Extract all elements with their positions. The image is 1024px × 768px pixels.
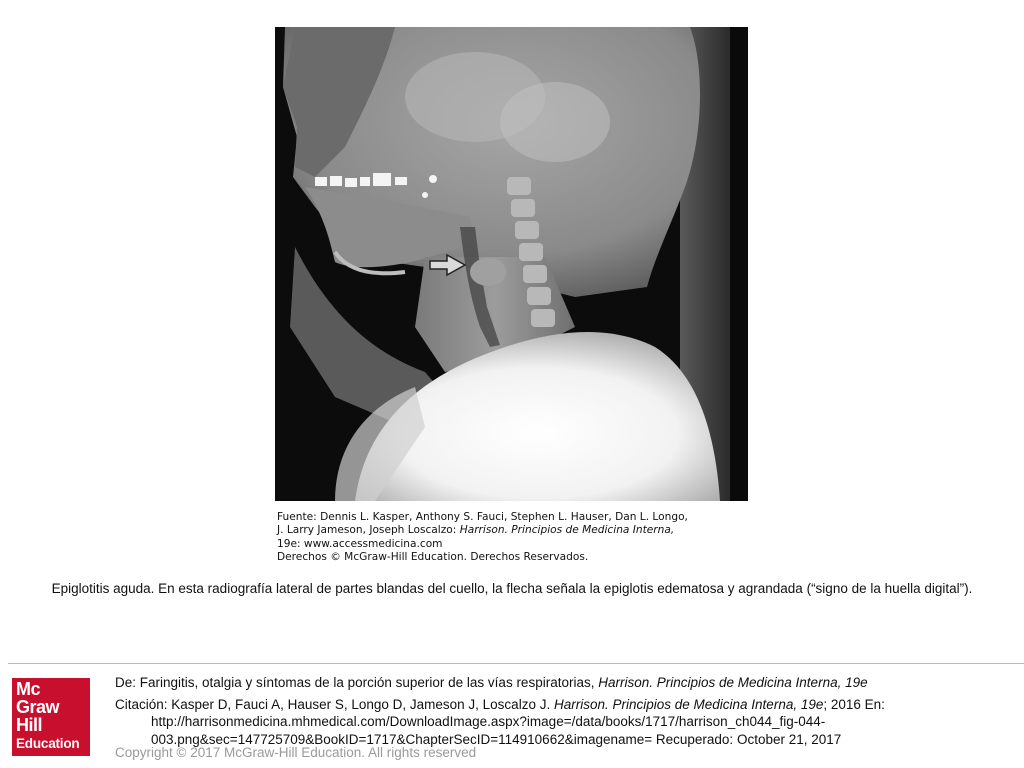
citation-line <box>115 696 1005 749</box>
source-line-1: Fuente: Dennis L. Kasper, Anthony S. Fauci, Stephen L. Hauser, Dan L. Longo, <box>277 511 688 523</box>
logo-education: Education <box>16 736 80 751</box>
source-line-3: 19e: www.accessmedicina.com <box>277 537 443 550</box>
citation-block <box>115 674 1005 752</box>
image-source-credit <box>275 501 748 563</box>
logo-graw: Graw <box>16 697 60 717</box>
copyright-notice: Copyright © 2017 McGraw-Hill Education. All rights reserved <box>115 745 477 760</box>
xray-image <box>275 27 748 501</box>
source-line-4: Derechos © McGraw-Hill Education. Derechos Reservados. <box>277 551 589 564</box>
logo-hill: Hill <box>16 715 43 735</box>
citation-authors: Citación: Kasper D, Fauci A, Hauser S, Longo D, Jameson J, Loscalzo J <box>115 696 547 712</box>
from-line <box>115 674 1005 692</box>
source-line-2 <box>277 524 748 537</box>
logo-mc: Mc <box>16 679 41 699</box>
figure <box>275 27 748 563</box>
citation-book: Harrison. Principios de Medicina Interna, 19e <box>553 696 824 712</box>
figure-caption: Epiglotitis aguda. En esta radiografía lateral de partes blandas del cuello, la flecha señala la epiglotis edematosa y agrandada (“signo de la huella digital”). <box>51 581 973 596</box>
from-chapter: De: Faringitis, otalgia y síntomas de la porción superior de las vías respiratorias, <box>115 675 599 690</box>
footer-divider <box>8 663 1024 664</box>
citation-separator: . <box>546 696 554 712</box>
citation-url: ; 2016 En: http://harrisonmedicina.mhmedical.com/DownloadImage.aspx?image=/data/books/1717/harrison_ch044_fig-044-003.png&sec=147725709&BookID=1717&ChapterSecID=114910662&imagename= Recuperado: October 21, 2017 <box>151 696 885 747</box>
mcgraw-hill-logo <box>12 678 90 756</box>
source-authors: J. Larry Jameson, Joseph Loscalzo: <box>277 524 460 537</box>
from-book: Harrison. Principios de Medicina Interna, 19e <box>598 675 868 690</box>
source-book-title: Harrison. Principios de Medicina Interna, <box>459 524 675 537</box>
neck-radiograph <box>275 27 748 501</box>
